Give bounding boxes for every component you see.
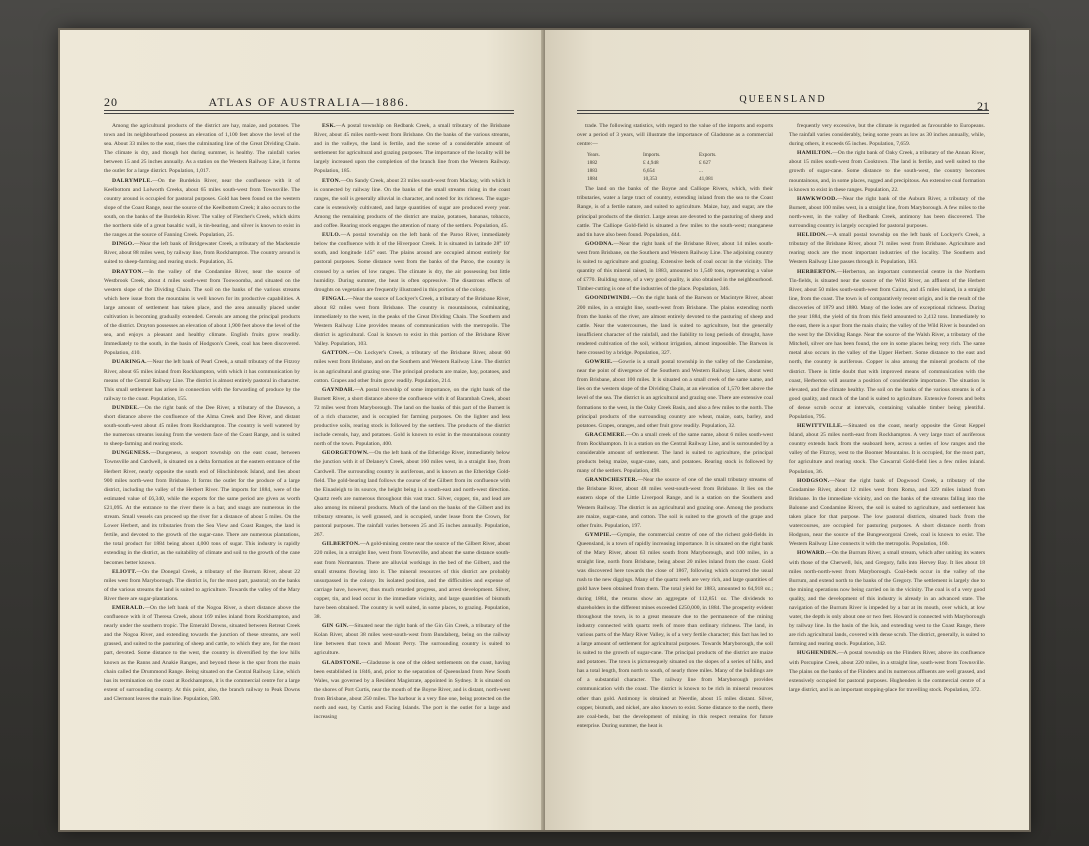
table-row	[587, 175, 773, 183]
entry-text: —On the right bank of the Barwon or Macintyre River, about 200 miles, in a straight line, south-west from Brisbane. The plains extending north from the banks of the river, are almost entirely devoted to the pasturing of sheep and cattle. Near the watercourses, the land is suited to agriculture, but the generally insufficient character of the rainfall, and the liability to long periods of drought, have rendered cultivation of the soil, without irrigation, almost impossible. The Barwon is here crossed by a bridge. Population, 327.	[577, 295, 773, 356]
entry-heading: GOONDIWINDI.	[585, 295, 632, 302]
entry-heading: FINGAL.	[322, 295, 348, 302]
entry-heading: DUNDEE.	[112, 404, 140, 411]
table-row	[587, 159, 773, 167]
header-rule	[104, 110, 514, 111]
entry-text: —Herberton, an important commercial centre in the Northern Tin-fields, is situated near the source of the Wild River, an affluent of the Herbert River, about 50 miles south-south-west from Cairns, and 45 miles inland, in a straight line, from the coast. The town is of comparatively recent origin, and is the result of the discoveries of 1879 and 1880. Many of the lodes are of exceptional richness. During the year 1884, the yield of tin from this field amounted to 2,412 tons. Immediately to the east, there is a spur from the main chain; the valley of the Wild River is bounded on the west by the Dividing Range. Near the source of the Walsh River, a tributary of the Mitchell, silver ore has been found, the ore in some places being very rich. The same metal also occurs in the valley of the Upper Herbert. Some distance to the east and north, the country is auriferous. Copper is also among the mineral products of the district. There is little doubt that with improved means of communication with the coast, Herberton will assume a position of considerable importance. The situation is elevated, and the climate healthy. The soil on the banks of the various streams is of a good quality, and much of the land is suited to agriculture. Extensive forests and belts of dense scrub occur at intervals, containing valuable timber being plentiful. Population, 795.	[789, 268, 985, 420]
entry-text: The land on the banks of the Boyne and Calliope Rivers, which, with their tributaries, water a large tract of country, extending inland from the sea to the Coast Range, is of a fertile nature, and suited to agriculture. Maize, hay, and sugar, are the principal products of the district. Large areas are devoted to the pasturing of sheep and cattle. The Calliope Gold-field is situated a few miles to the south-west; manganese and tin have also been found. Population, 444.	[577, 186, 773, 238]
gazetteer-entry	[577, 531, 773, 731]
entry-text: —On the left bank of the Nogoa River, a short distance above the confluence with it of Theresa Creek, about 169 miles inland from Rockhampton, and nearly under the southern tropic. The Emerald Downs, situated between Retreat Creek and the Nogoa River, and extending towards the junction of these streams, are well grassed, and suited to the pasturing of sheep and cattle, to which they are, for the most part, devoted. Some distance to the west, the country is diversified by the low hills known as the Ranns and Anakie Ranges, and beyond these is the spur from the main chain called the Drummond Range. Being situated on the Central Railway Line, which has its termination on the coast at Rockhampton, it is the commercial centre for a large extent of surrounding country. At this point, also, the branch railway to Peak Downs and Clermont leaves the main line. Population, 580.	[104, 604, 300, 702]
entry-text: —Near the right bank of Dogwood Creek, a tributary of the Condamine River, about 12 miles west from Roma, and 329 miles inland from Brisbane. In the immediate vicinity, and on the banks of the streams falling into the Balonne and Condamine Rivers, the soil is suited to agriculture, and settlement has taken place for that purpose. The low pastoral districts, situated back from the watercourses, are occupied for pasturing purposes. A short distance north from Hodgson, near the source of the Bungeworgorai Creek, coal is known to exist. The Western Railway Line connects it with the metropolis. Population, 160.	[789, 477, 985, 548]
entry-text: —Gowrie is a small postal township in the valley of the Condamine, near the point of divergence of the Southern and Western Railway Lines, about west from Brisbane, about 100 miles. It is situated on a small creek of the same name, and lies on the western slope of the Dividing Chain, at an elevation of 1,570 feet above the level of the sea. The district is an agricultural and grazing one. There are extensive coal formations to the west, in the Oaky Creek Basin, and also a few miles to the north. The principal products of the surrounding country are wheat, maize, oats, barley, and potatoes. Grapes, oranges, and other fruit grow readily. Population, 32.	[577, 359, 773, 429]
entry-heading: DINGO.	[112, 241, 135, 248]
table-header-row	[587, 151, 773, 159]
entries	[577, 185, 773, 731]
entry-text: —Situated near the right bank of the Gin Gin Creek, a tributary of the Kolan River, about 38 miles west-south-west from Bundaberg, being on the railway line between that town and Mount Perry. The surrounding country is suited to agriculture.	[314, 623, 510, 657]
entry-text: frequently very excessive, but the climate is regarded as favourable to Europeans. The rainfall varies considerably, being some years as low as 30 inches annually, while, during others, it exceeds 65 inches. Population, 7,659.	[789, 123, 985, 148]
entry-heading: GLADSTONE.	[322, 659, 362, 666]
table-cell: £ 627	[699, 160, 711, 167]
entry-heading: ETON.	[322, 177, 341, 184]
entry-text: —Situated on the coast, nearly opposite the Great Keppel Island, about 25 miles north-east from Rockhampton. A very large tract of auriferous country extends back from the seaboard here, across a series of low ranges and the valley of the Fitzroy, west to the Boomer Mountains. It is occupied, for the most part, for agriculture and rearing stock. The Cawarral Gold-field lies a few miles inland. Population, 36.	[789, 423, 985, 475]
gazetteer-entry	[789, 149, 985, 194]
entry-heading: DUARINGA.	[112, 359, 147, 366]
gazetteer-entry	[789, 549, 985, 649]
entry-text: —A gold-mining centre near the source of the Gilbert River, about 220 miles, in a straight line, west from Townsville, and about the same distance south-east from Normanton. There are alluvial workings in the bed of the Gilbert, and the small streams flowing into it. The mineral resources of this district are probably unsurpassed in the colony. Its isolated position, and the difficulties and expense of carriage have, however, thus much retarded progress, and arrest development. Silver, copper, tin, and lead occur in the immediate vicinity, and large quantities of bismuth have been obtained. The country is well suited, in some places, to grazing. Population, 38.	[314, 541, 510, 621]
entry-heading: HEWITTVILLE.	[797, 423, 843, 430]
gazetteer-entry	[104, 604, 300, 704]
gazetteer-entry	[577, 431, 773, 476]
paragraph	[577, 185, 773, 240]
entry-heading: HAWKWOOD.	[797, 195, 838, 202]
entry-heading: EMERALD.	[112, 604, 145, 611]
header-rule	[104, 113, 514, 114]
gazetteer-entry	[104, 358, 300, 403]
entry-text: —On the Donegal Creek, a tributary of the Burrum River, about 22 miles west from Maryborough. The district is, for the most part, pastoral; on the banks of the various streams the land is suited to agriculture. Towards the valley of the Mary River there are sugar-plantations.	[104, 568, 300, 602]
gazetteer-entry	[789, 195, 985, 231]
entry-heading: HAMILTON.	[797, 150, 833, 157]
table-header-cell: Years.	[587, 152, 600, 159]
entry-text: —Near the left bank of Pearl Creek, a small tributary of the Fitzroy River, about 65 miles inland from Rockhampton, with which it has communication by means of the Central Railway Line. The district is almost entirely pastoral in character. This small settlement has arisen in connection with the forwarding of produce by the railway to the coast. Population, 155.	[104, 359, 300, 402]
gazetteer-entry	[104, 404, 300, 449]
gazetteer-entry	[314, 386, 510, 450]
page-number: 21	[977, 99, 989, 113]
table-cell: 1882	[587, 160, 598, 167]
entry-heading: HERBERTON.	[797, 268, 837, 275]
left-page	[60, 30, 544, 830]
entry-text: —On the Burrum River, a small stream, which after uniting its waters with those of the Cherwell, Isis, and Gregory, falls into Hervey Bay. It lies about 18 miles north-north-west from Maryborough. Coal-beds occur in the valley of the Burrum, and extend north to the banks of the Gregory. The settlement is largely due to the mining operations now being carried on in the vicinity. The coal is of a very good quality, and the development of this industry is already in an advanced state. The navigation of the Burrum River is impeded by a bar at its mouth, over which, at low water, the depth is only about one or two feet. Howard is connected with Maryborough by railway line. In the basin of the Isis, and extending west to the Coast Range, there are rich agricultural lands, covered with dense scrub. The district, generally, is suited to farming and rearing stock. Population, 342.	[789, 550, 985, 648]
entry-heading: HODGSON.	[797, 477, 830, 484]
table-cell: ...	[699, 168, 703, 175]
entry-heading: GATTON.	[322, 350, 350, 357]
entry-heading: HOWARD.	[797, 550, 827, 557]
entry-text: —A postal township on the left bank of the Paroo River, immediately below the confluence with it of the Hiverpoor Creek. It is situated in latitude 28° 10' south, and longitude 145° east. The plains around are occupied almost entirely for pastoral purposes. Some distance west from the banks of the Paroo, the country is crossed by a series of low ranges. The climate is dry, the air possessing but little humidity. During summer, the heat is often oppressive. The disastrous effects of droughts on vegetation are frequently illustrated in this portion of the colony.	[314, 232, 510, 293]
trade-statistics-table	[587, 151, 773, 183]
entry-text: —On Sandy Creek, about 23 miles south-west from Mackay, with which it is connected by railway line. On the banks of the small streams rising in the coast ranges, the soil is generally alluvial in character, and noted for its richness. The sugar-cane is extensively cultivated, and large quantities of sugar are produced every year. Among the remaining products of the district are maize, potatoes, bananas, tobacco, and coffee. Rearing stock engages the attention of many of the settlers. Population, 45.	[314, 177, 510, 230]
entry-heading: DRAYTON.	[112, 268, 144, 275]
entry-text: —On Lockyer's Creek, a tributary of the Brisbane River, about 60 miles west from Brisbane, and on the Southern and Western Railway Line. The district is an agricultural and grazing one. The principal products are maize, hay, potatoes, and cotton. Grapes and other fruits grow readily. Population, 214.	[314, 350, 510, 384]
entry-heading: ELIOTT.	[112, 568, 137, 575]
gazetteer-entry	[789, 477, 985, 550]
entry-heading: ESK.	[322, 123, 336, 129]
entry-heading: GAYNDAH.	[322, 386, 355, 393]
table-row	[587, 167, 773, 175]
entry-text: —Near the source of one of the small tributary streams of the Brisbane River, about 48 miles west-south-west from Brisbane. It lies on the eastern slope of the Little Liverpool Range, and is a station on the Southern and Western Railway. The district is an agricultural and grazing one. Among the products are maize, sugar-cane, and cotton. The soil is suited to the growth of the grape and other fruits. Population, 197.	[577, 477, 773, 529]
entry-heading: GRANDCHESTER.	[585, 477, 638, 484]
gazetteer-entry	[104, 177, 300, 241]
paragraph: trade. The following statistics, with regard to the value of the imports and exports over a period of 3 years, will illustrate the importance of Gladstone as a commercial centre:—	[577, 123, 773, 148]
gazetteer-entry	[314, 540, 510, 622]
gazetteer-entry	[789, 422, 985, 477]
entry-heading: GOWRIE.	[585, 359, 613, 366]
table-cell: 1883	[587, 168, 598, 175]
entry-text: —Gympie, the commercial centre of one of the richest gold-fields in Queensland, is a town of rapidly increasing importance. It is situated on the right bank of the Mary River, about 63 miles south from Maryborough, and 100 miles, in a straight line, north from Brisbane, being about 20 miles inland from the coast. Gold was discovered here towards the close of 1867, following which occurred the usual rush to the new diggings. Many of the quartz reefs are very rich, and large quantities of gold have been obtained from them. The total yield for 1883, amounted to 64,918 oz.; during 1884, the returns show an aggregate of 112,851 oz. The dividends to shareholders in the different mines exceeded £250,000, in 1884. The prosperity evident throughout the town, is to a great measure due to the permanence of the mining industry connected with quartz reefs of more than ordinary richness. The land, in various parts of the Mary River Valley, is of a very fertile character; this fact has led to a large amount of settlement for agricultural purposes. Towards Maryborough, the soil is suited to the growth of sugar-cane. The principal products of the district are maize and potatoes. The town is picturesquely situated on the slopes of a series of hills, and has a total length, from north to south, of nearly three miles. Many of the buildings are of a substantial character. The railway line from Maryborough provides communication with the coast. The district is known to be rich in mineral resources other than gold. Antimony is obtained at Neerdie, about 15 miles distant. Silver, copper, bismuth, and nickel, are also known to exist. Some distance to the north, there are coal-beds, but the development of mining in this respect remains for future enterprise. During summer, the heat is	[577, 531, 773, 729]
table-cell: 1884	[587, 176, 598, 183]
entry-heading: GRACEMERE.	[585, 431, 627, 438]
entry-text: —Dungeness, a seaport township on the east coast, between Townsville and Cardwell, is situated on a delta formation at the eastern entrance of the Herbert River, nearly opposite the south end of Hinchinbrook Island, and lies about 900 miles north-west from Brisbane. It forms the outlet for the produce of a large district, including the valley of the Herbert River. The imports for 1884, were of the estimated value of £6,340, while the exports for the same period are given as worth £21,095. At the entrance to the river there is a bar, and snags are numerous in the stream. Small vessels can proceed up the river for a distance of about 5 miles. On the Lower Herbert, and its tributaries from the Sea View and Coast Ranges, the land is fertile, and devoted to the growth of the sugar-cane. There are numerous plantations, the total product for 1884 being about 4,000 tons of sugar. This industry is rapidly extending in the district, as the suitability of climate and soil to the growth of the cane becomes better known.	[104, 450, 300, 566]
entry-heading: GEORGETOWN.	[322, 450, 369, 457]
right-page	[545, 30, 1029, 830]
left-page-header	[104, 92, 514, 114]
entry-heading: HELIDON.	[797, 232, 828, 239]
gazetteer-entry	[314, 659, 510, 723]
gazetteer-entry	[314, 449, 510, 540]
table-cell: 6,654	[643, 168, 655, 175]
entry-text: —A postal township on the Flinders River, above its confluence with Porcupine Creek, about 220 miles, in a straight line, south-west from Townsville. The plains on the banks of the Flinders and its numerous affluents are well grassed, and extensively occupied for pastoral purposes. Hughenden is the commercial centre of a large district, and is an important stopping-place for travelling stock. Population, 372.	[789, 650, 985, 693]
paragraph	[104, 122, 300, 177]
paragraph	[789, 122, 985, 149]
entry-text: —A small postal township on the left bank of Lockyer's Creek, a tributary of the Brisbane River, about 71 miles west from Brisbane. Agriculture and rearing stock are the most important industries of the locality. The Southern and Western Railway Line passes through it. Population, 183.	[789, 232, 985, 266]
header-rule	[577, 113, 989, 114]
right-page-header	[577, 92, 989, 114]
right-column-2	[789, 122, 985, 802]
table-cell: £ 4,948	[643, 160, 659, 167]
gazetteer-entry	[314, 177, 510, 232]
left-column-2	[314, 122, 510, 802]
page-number: 20	[104, 95, 118, 109]
entry-heading: HUGHENDEN.	[797, 650, 839, 657]
gazetteer-entry	[789, 649, 985, 694]
gazetteer-entry	[104, 268, 300, 359]
entry-text: —A postal township of some importance, on the right bank of the Burnett River, a short distance above the confluence with it of Barambah Creek, about 72 miles west from Maryborough. The land on the banks of this part of the Burnett is of a rich character, and is occupied for farming purposes. On the lighter and less productive soils, rearing stock is followed by the settlers. The products of the district include cereals, hay, and potatoes. Gold is known to exist in the mountainous country north of the town. Population, 400.	[314, 386, 510, 448]
running-title: ATLAS OF AUSTRALIA—1886.	[208, 95, 410, 109]
entry-heading: GILBERTON.	[322, 541, 360, 548]
entry-heading: GOODNA.	[585, 240, 614, 247]
gazetteer-entry	[314, 122, 510, 177]
entry-text: —In the valley of the Condamine River, near the source of Westbrook Creek, about 4 miles south-west from Toowoomba, and situated on the western slope of the Dividing Chain. The soil on the banks of the various streams which here issue from the mountains is well known for its productive capabilities. A large amount of settlement has taken place, and the area annually placed under cultivation is becoming gradually extended. Cereals are among the principal products of the district. Drayton possesses an elevation of about 1,900 feet above the level of the sea, and enjoys a pleasant and healthy climate. English fruits grow readily. Immediately to the south, in the basin of Hodgson's Creek, coal has been discovered. Population, 410.	[104, 268, 300, 357]
entry-heading: DALRYMPLE.	[112, 177, 153, 184]
gazetteer-entry	[577, 240, 773, 295]
entry-heading: EULO.	[322, 232, 341, 239]
entry-heading: GIN GIN.	[322, 623, 349, 630]
entry-heading: DUNGENESS.	[112, 450, 151, 457]
entry-text: —On a small creek of the same name, about 6 miles south-west from Rockhampton. It is a station on the Central Railway Line, and is surrounded by a considerable amount of settlement. The land is suited to agriculture, the principal products being maize, sugar-cane, oats, and potatoes. Rearing stock is followed by many of the settlers. Population, 498.	[577, 431, 773, 475]
entry-text: —Near the right bank of the Auburn River, a tributary of the Burnett, about 100 miles west, in a straight line, from Maryborough. A few miles to the north-west, in the valley of Redbank Creek, antimony has been discovered. The surrounding country is largely occupied for pastoral purposes.	[789, 195, 985, 230]
entry-heading: GYMPIE.	[585, 531, 612, 538]
entry-text: —On the left bank of the Etheridge River, immediately below the junction with it of Delaney's Creek, about 160 miles west, in a straight line, from Cardwell. The surrounding country is auriferous, and is known as the Etheridge Gold-field. The gold-bearing land follows the course of the Gilbert from its confluence with the Einasleigh to its source, the height being in a south-east and north-west direction. Quartz reefs are numerous throughout this vast tract. Silver, copper, tin, and lead are also among its mineral products. Much of the land on the banks of the Gilbert and its tributary streams, is well grassed, and is occupied, under lease from the Crown, for pastoral purposes. The rainfall varies between 25 and 35 inches annually. Population, 267.	[314, 450, 510, 539]
right-column-1	[577, 122, 773, 802]
gazetteer-entry	[577, 294, 773, 358]
gazetteer-entry	[314, 295, 510, 350]
entry-text: —Gladstone is one of the oldest settlements on the coast, having been established in 1846, and, prior to the separation of Queensland from New South Wales, was governed by a Resident Magistrate, appointed in Sydney. It is situated on the shores of Port Curtis, near the mouth of the Boyne River, and is distant, north-west from Brisbane, about 250 miles. The harbour is a very fine one, being protected on the north and east, by Curtis and Facing Islands. The port is the outlet for a large and increasing	[314, 659, 510, 721]
entry-text: —On the right bank of the Dee River, a tributary of the Dawson, a short distance above the confluence of the Alma Creek and Dee River, and distant south-south-west about 45 miles from Rockhampton. The country is well watered by the numerous streams issuing from the western face of the Coast Range, and is suited to sheep-farming and rearing stock.	[104, 404, 300, 448]
table-header-cell: Imports.	[643, 152, 661, 159]
entry-text: —Near the right bank of the Brisbane River, about 14 miles south-west from Brisbane, on the Southern and Western Railway Line. The adjoining country is suited to agriculture and grazing. Extensive beds of coal occur in the vicinity. The quantity of this mineral raised, in 1883, amounted to 1,540 tons, representing a value of £770. Building stone, of a very good quality, is also obtained in the neighbourhood. Timber-cutting is one of the industries of the place. Population, 346.	[577, 240, 773, 293]
gazetteer-entry	[577, 358, 773, 431]
gazetteer-entry	[104, 568, 300, 604]
entry-text: —On the Burdekin River, near the confluence with it of Keelbottom and Lolworth Creeks, about 65 miles south-west from Townsville. The country around is occupied for pastoral purposes. Gold has been found on the western slope of the Coast Range, near the source of the Keelbottom Creek; it also occurs to the south, on the banks of the Burdekin River. The valley of Fletcher's Creek, which skirts the northern side of a great basaltic wall, is tin-bearing, and silver is known to exist in the ranges at the source of Fanning Creek. Population, 25.	[104, 177, 300, 239]
left-column-1	[104, 122, 300, 802]
entry-text: —Near the source of Lockyer's Creek, a tributary of the Brisbane River, about 82 miles west from Brisbane. The country is mountainous, culminating, immediately to the west, in the peaks of the Great Dividing Chain. The Southern and Western Railway Line provides means of communication with the metropolis. The district is agricultural. Coal is known to exist in this portion of the Brisbane River Valley. Population, 103.	[314, 295, 510, 348]
gazetteer-entry	[789, 231, 985, 267]
gazetteer-entry	[104, 449, 300, 567]
book-spread	[60, 30, 1029, 830]
gazetteer-entry	[104, 240, 300, 267]
gazetteer-entry	[577, 476, 773, 531]
gazetteer-entry	[314, 231, 510, 295]
entry-text: —A postal township on Redbank Creek, a small tributary of the Brisbane River, about 45 miles north-west from Brisbane. On the banks of the various streams, and in the valleys, the land is fertile, and the scene of a considerable amount of settlement for agricultural and grazing purposes. The importance of the locality will be largely increased upon the completion of the branch line from the Western Railway. Population, 185.	[314, 123, 510, 175]
header-rule	[577, 110, 989, 111]
table-header-cell: Exports.	[699, 152, 717, 159]
entry-text: —Near the left bank of Bridgewater Creek, a tributary of the Mackenzie River, about 88 miles west, by railway line, from Rockhampton. The country around is suited to sheep-farming and rearing stock. Population, 35.	[104, 241, 300, 266]
table-cell: 41,081	[699, 176, 714, 183]
gazetteer-entry	[314, 622, 510, 658]
gazetteer-entry	[789, 268, 985, 423]
table-cell: 10,353	[643, 176, 658, 183]
running-title: QUEENSLAND	[739, 94, 827, 105]
entry-text: Among the agricultural products of the district are hay, maize, and potatoes. The town and its neighbourhood possess an elevation of 1,100 feet above the level of the sea. About 33 miles to the east, rises the culminating line of the Great Dividing Chain. The climate is dry, and though hot during summer, is healthy. The rainfall varies between 15 and 25 inches annually. As a station on the Western Railway Line, it forms the outlet for a large district. Population, 1,017.	[104, 123, 300, 175]
gazetteer-entry	[314, 349, 510, 385]
entry-text: —On the right bank of Oaky Creek, a tributary of the Annan River, about 15 miles south-west from Cooktown. The land is fertile, and well suited to the growth of sugar-cane. Some distance to the south-west, the country becomes mountainous, and, in some places, rugged and precipitous. An extensive coal formation is known to exist in these ranges. Population, 22.	[789, 150, 985, 193]
